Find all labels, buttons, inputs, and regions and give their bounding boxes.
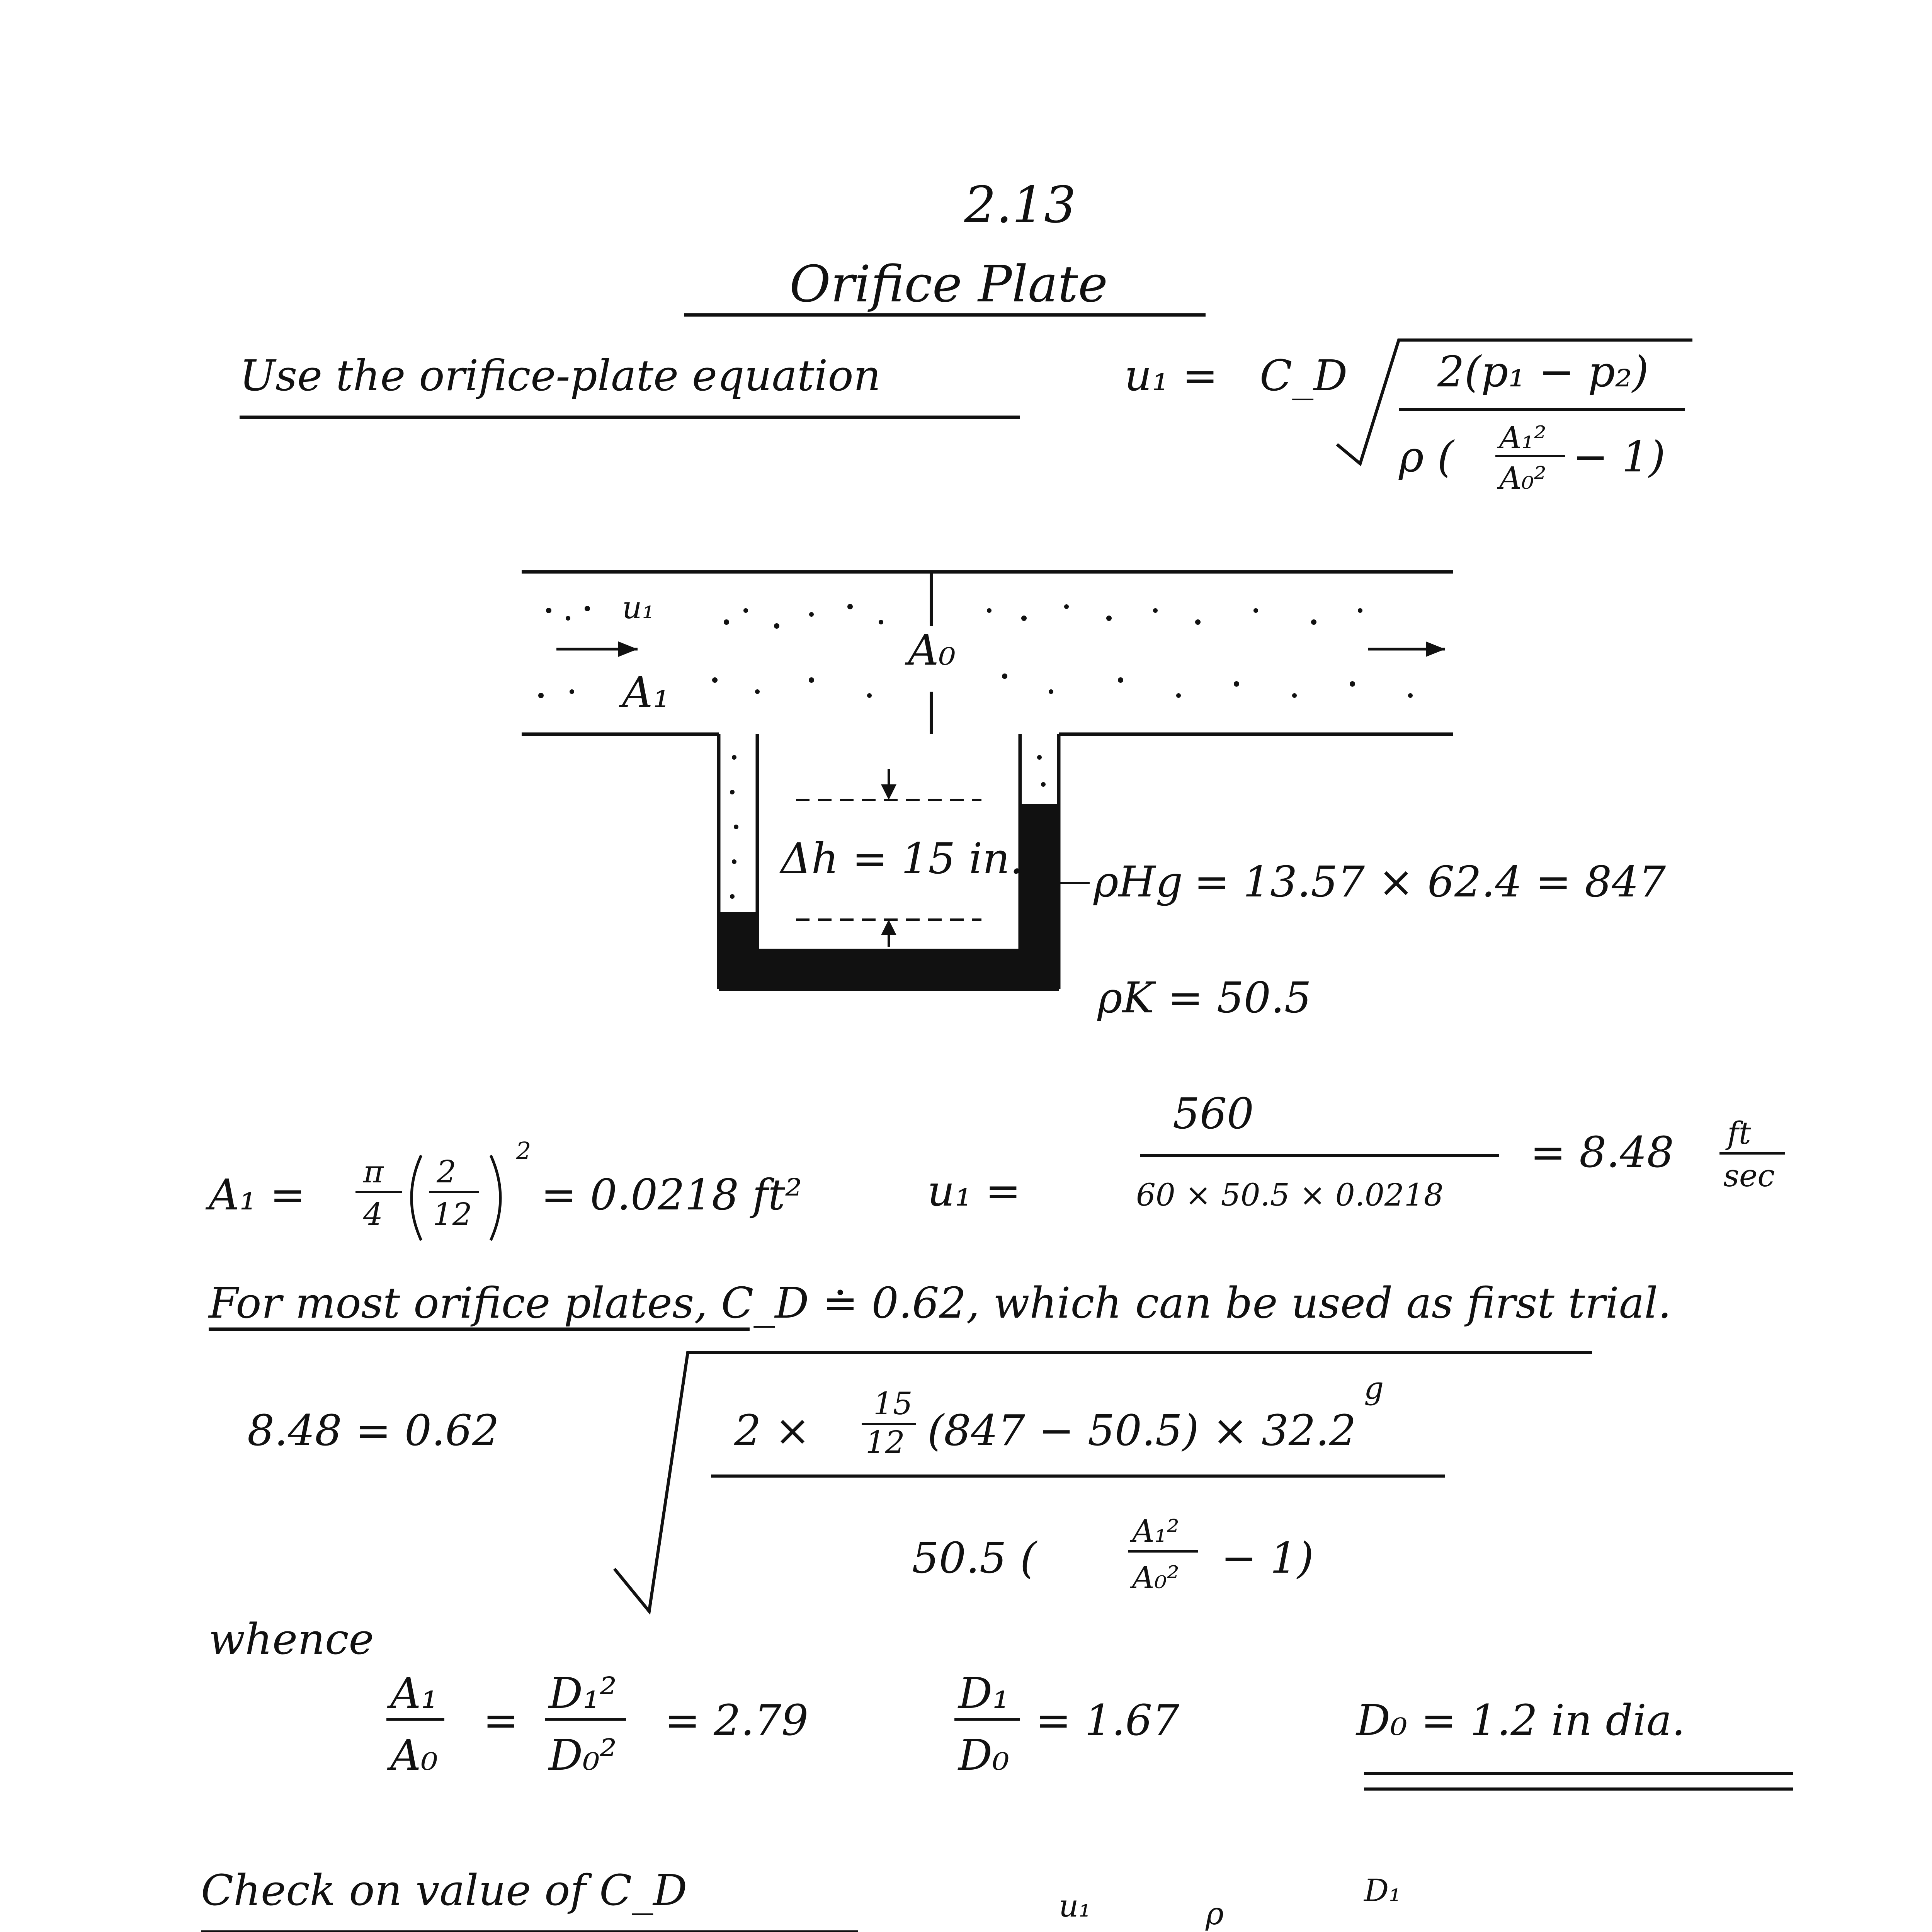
a1-result: = 0.0218 ft² (541, 1170, 803, 1219)
area-ratio-num: A₁ (390, 1668, 438, 1718)
intro-numerator: 2(p₁ − p₂) (1437, 347, 1649, 396)
u1-label: u₁ (622, 590, 655, 626)
mercury-fill (719, 804, 1059, 989)
unit-sec: sec (1723, 1158, 1775, 1194)
trial-frac-den: 12 (866, 1424, 905, 1460)
intro-den-ratio-den: A₀² (1499, 460, 1546, 496)
dh-arrow-up-head (881, 920, 896, 935)
orifice-diameter-result: D₀ = 1.2 in dia. (1356, 1696, 1685, 1745)
trial-num-b: (847 − 50.5) × 32.2 (927, 1406, 1356, 1455)
intro-cd: C_D (1260, 351, 1348, 400)
page-title: Orifice Plate (789, 255, 1108, 313)
trial-den-b: − 1) (1221, 1533, 1314, 1583)
u1-lhs: u₁ = (927, 1166, 1021, 1216)
diam-ratio-value: = 1.67 (1036, 1696, 1180, 1745)
u1-denominator: 60 × 50.5 × 0.0218 (1136, 1177, 1444, 1213)
pi-over-4-num: π (363, 1154, 384, 1190)
area-ratio-value: = 2.79 (665, 1696, 809, 1745)
a1-lhs: A₁ = (209, 1170, 306, 1219)
paren-open (412, 1155, 421, 1240)
check-heading: Check on value of C_D (201, 1866, 687, 1915)
gravity-label: g (1364, 1370, 1384, 1406)
trial-num-a: 2 × (734, 1406, 811, 1455)
exponent-two: 2 (516, 1137, 531, 1165)
annotation-u1: u₁ (1059, 1888, 1091, 1924)
dh-arrow-down-head (881, 784, 896, 800)
intro-text: Use the orifice-plate equation (240, 351, 881, 400)
u1-result: = 8.48 (1530, 1128, 1674, 1177)
two-twelfths-num: 2 (437, 1154, 456, 1190)
inlet-arrow-head (618, 641, 638, 657)
annotation-rho: ρ (1206, 1896, 1224, 1932)
annotation-d1: D₁ (1364, 1872, 1401, 1908)
rho-hg-expression: = 13.57 × 62.4 = 847 (1194, 857, 1666, 906)
ao-label: A₀ (908, 625, 956, 675)
pi-over-4-den: 4 (363, 1196, 383, 1232)
intro-den-rho: ρ ( (1399, 432, 1454, 481)
trial-frac-num: 15 (873, 1386, 913, 1422)
rho-k-value: ρK = 50.5 (1097, 973, 1311, 1022)
trial-den-a: 50.5 ( (912, 1533, 1037, 1583)
area-ratio-eq: = (483, 1696, 519, 1745)
two-twelfths-den: 12 (433, 1196, 472, 1232)
diam-ratio-num: D₁ (958, 1668, 1010, 1718)
dh-label: Δh = 15 in. (781, 834, 1024, 883)
trial-den-ratio-num: A₁² (1132, 1513, 1179, 1549)
section-number: 2.13 (964, 175, 1076, 234)
area-ratio-den: A₀ (390, 1730, 438, 1780)
diam-sq-den: D₀² (549, 1730, 617, 1780)
diam-sq-num: D₁² (549, 1668, 617, 1718)
unit-ft: ft (1727, 1115, 1751, 1151)
first-trial-text: For most orifice plates, C_D ≐ 0.62, which can be used as first trial. (209, 1278, 1672, 1328)
intro-den-tail: − 1) (1573, 432, 1666, 481)
rho-hg-symbol: ρHg (1094, 857, 1183, 906)
diam-ratio-den: D₀ (958, 1730, 1010, 1780)
u1-numerator: 560 (1173, 1089, 1254, 1138)
trial-den-ratio-den: A₀² (1132, 1560, 1179, 1595)
trial-lhs: 8.48 = 0.62 (247, 1406, 499, 1455)
a1-label: A₁ (622, 668, 670, 717)
intro-den-ratio-num: A₁² (1499, 420, 1546, 456)
paren-close (491, 1155, 500, 1240)
orifice-diagram (522, 572, 1666, 1022)
whence-label: whence (209, 1614, 374, 1664)
outlet-arrow-head (1426, 641, 1445, 657)
intro-u1: u₁ = (1124, 351, 1218, 400)
trial-radical (614, 1352, 1592, 1611)
